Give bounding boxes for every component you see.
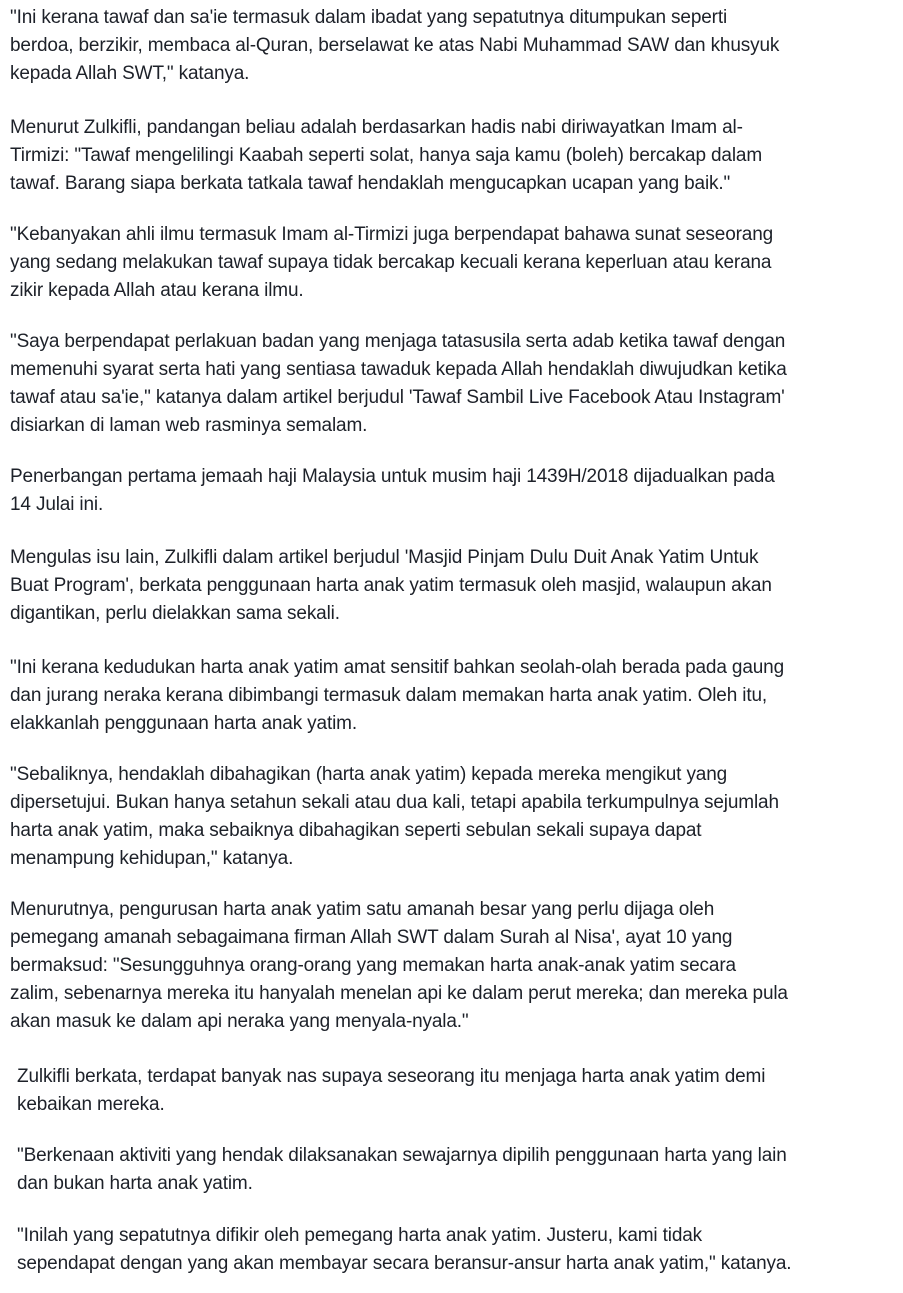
paragraph-4: "Saya berpendapat perlakuan badan yang menjaga tatasusila serta adab ketika tawaf dengan memenuhi syarat serta hati yang sentiasa tawaduk kepada Allah hendaklah diwujudkan ketika tawaf atau sa'ie," katanya dalam artikel berjudul 'Tawaf Sambil Live Facebook Atau Instagram' disiarkan di laman web rasminya semalam. [10,331,787,436]
paragraph-7: "Ini kerana kedudukan harta anak yatim amat sensitif bahkan seolah-olah berada pada gaung dan jurang neraka kerana dibimbangi termasuk dalam memakan harta anak yatim. Oleh itu, elakkanlah penggunaan harta anak yatim. [10,657,784,734]
paragraph-2: Menurut Zulkifli, pandangan beliau adalah berdasarkan hadis nabi diriwayatkan Imam al- Tirmizi: "Tawaf mengelilingi Kaabah seperti solat, hanya saja kamu (boleh) bercakap dalam tawaf. Barang siapa berkata tatkala tawaf hendaklah mengucapkan ucapan yang baik." [10,117,763,194]
paragraph-11: "Berkenaan aktiviti yang hendak dilaksanakan sewajarnya dipilih penggunaan harta yang lain dan bukan harta anak yatim. [17,1145,787,1194]
paragraph-3: "Kebanyakan ahli ilmu termasuk Imam al-Tirmizi juga berpendapat bahawa sunat seseorang yang sedang melakukan tawaf supaya tidak bercakap kecuali kerana keperluan atau kerana zikir kepada Allah atau kerana ilmu. [10,224,774,301]
paragraph-5: Penerbangan pertama jemaah haji Malaysia untuk musim haji 1439H/2018 dijadualkan pada 14 Julai ini. [10,466,775,515]
paragraph-9: Menurutnya, pengurusan harta anak yatim satu amanah besar yang perlu dijaga oleh pemegang amanah sebagaimana firman Allah SWT dalam Surah al Nisa', ayat 10 yang bermaksud: "Sesungguhnya orang-orang yang memakan harta anak-anak yatim secara zalim, sebenarnya mereka itu hanyalah menelan api ke dalam perut mereka; dan mereka pula akan masuk ke dalam api neraka yang menyala-nyala." [10,899,788,1032]
paragraph-1: "Ini kerana tawaf dan sa'ie termasuk dalam ibadat yang sepatutnya ditumpukan seperti berdoa, berzikir, membaca al-Quran, berselawat ke atas Nabi Muhammad SAW dan khusyuk kepada Allah SWT," katanya. [10,7,780,84]
paragraph-10: Zulkifli berkata, terdapat banyak nas supaya seseorang itu menjaga harta anak yatim demi kebaikan mereka. [17,1066,766,1115]
paragraph-8: "Sebaliknya, hendaklah dibahagikan (harta anak yatim) kepada mereka mengikut yang dipersetujui. Bukan hanya setahun sekali atau dua kali, tetapi apabila terkumpulnya sejumlah harta anak yatim, maka sebaiknya dibahagikan seperti sebulan sekali supaya dapat menampung kehidupan," katanya. [10,764,779,869]
paragraph-6: Mengulas isu lain, Zulkifli dalam artikel berjudul 'Masjid Pinjam Dulu Duit Anak Yatim Untuk Buat Program', berkata penggunaan harta anak yatim termasuk oleh masjid, walaupun akan digantikan, perlu dielakkan sama sekali. [10,547,772,624]
paragraph-12: "Inilah yang sepatutnya difikir oleh pemegang harta anak yatim. Justeru, kami tidak sependapat dengan yang akan membayar secara beransur-ansur harta anak yatim," katanya. [17,1225,792,1274]
